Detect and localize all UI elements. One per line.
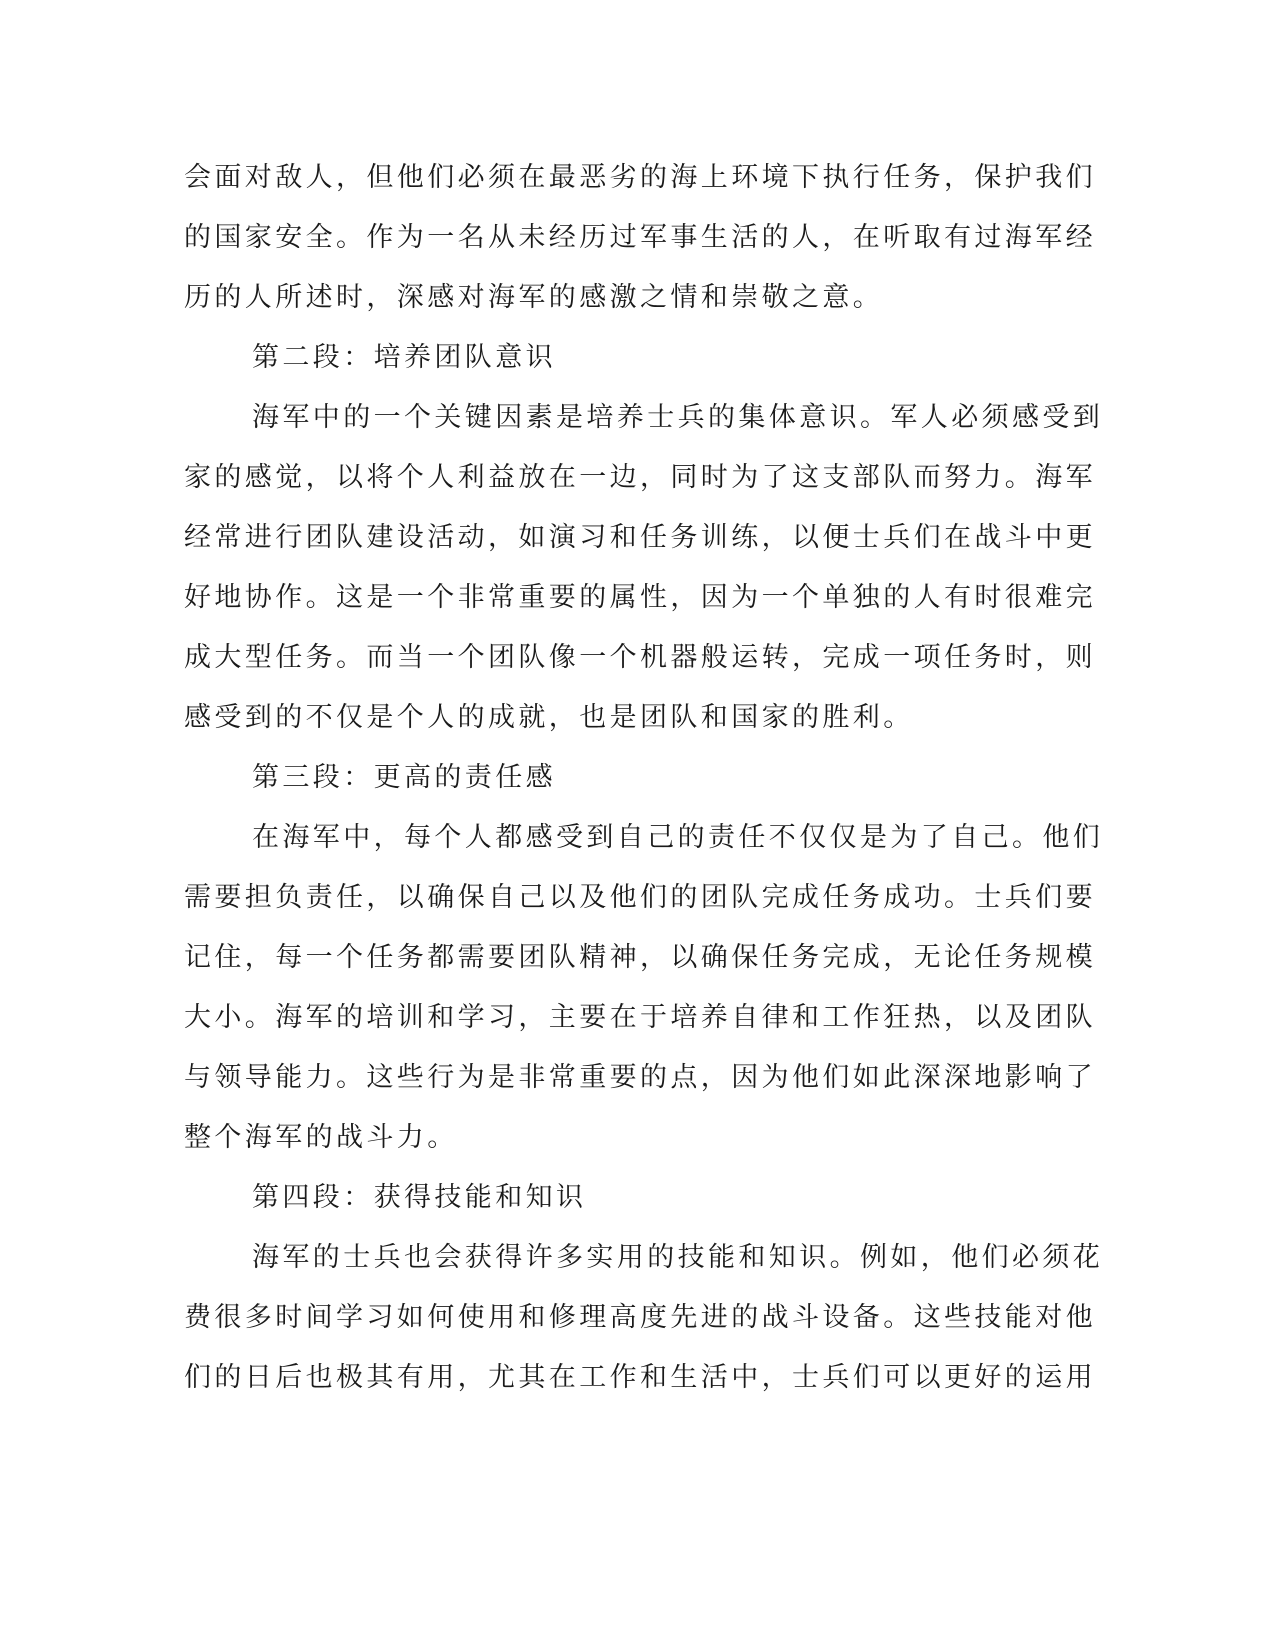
text-line: 感受到的不仅是个人的成就，也是团队和国家的胜利。 <box>184 702 914 733</box>
text-line: 会面对敌人，但他们必须在最恶劣的海上环境下执行任务，保护我们 <box>184 162 1096 193</box>
text-line: 们的日后也极其有用，尤其在工作和生活中，士兵们可以更好的运用 <box>184 1362 1096 1393</box>
section-three <box>184 748 1104 1168</box>
text-line: 家的感觉，以将个人利益放在一边，同时为了这支部队而努力。海军 <box>184 462 1096 493</box>
section-heading: 第三段：更高的责任感 <box>252 762 556 793</box>
text-line: 成大型任务。而当一个团队像一个机器般运转，完成一项任务时，则 <box>184 642 1096 673</box>
section-heading: 第四段：获得技能和知识 <box>252 1182 587 1213</box>
section-two <box>184 328 1104 748</box>
paragraph <box>184 1228 1104 1408</box>
text-line: 历的人所述时，深感对海军的感激之情和崇敬之意。 <box>184 282 884 313</box>
text-line: 整个海军的战斗力。 <box>184 1122 458 1153</box>
text-line: 大小。海军的培训和学习，主要在于培养自律和工作狂热，以及团队 <box>184 1002 1096 1033</box>
text-line: 经常进行团队建设活动，如演习和任务训练，以便士兵们在战斗中更 <box>184 522 1096 553</box>
text-line: 与领导能力。这些行为是非常重要的点，因为他们如此深深地影响了 <box>184 1062 1096 1093</box>
text-line: 记住，每一个任务都需要团队精神，以确保任务完成，无论任务规模 <box>184 942 1096 973</box>
text-line: 在海军中，每个人都感受到自己的责任不仅仅是为了自己。他们 <box>252 822 1104 853</box>
section-four <box>184 1168 1104 1408</box>
text-line: 费很多时间学习如何使用和修理高度先进的战斗设备。这些技能对他 <box>184 1302 1096 1333</box>
text-line: 的国家安全。作为一名从未经历过军事生活的人，在听取有过海军经 <box>184 222 1096 253</box>
opening-paragraph <box>184 148 1096 328</box>
section-heading: 第二段：培养团队意识 <box>252 342 556 373</box>
text-line: 好地协作。这是一个非常重要的属性，因为一个单独的人有时很难完 <box>184 582 1096 613</box>
paragraph <box>184 388 1104 748</box>
text-line: 海军中的一个关键因素是培养士兵的集体意识。军人必须感受到 <box>252 402 1104 433</box>
text-line: 海军的士兵也会获得许多实用的技能和知识。例如，他们必须花 <box>252 1242 1104 1273</box>
document-body <box>184 148 1104 1408</box>
text-line: 需要担负责任，以确保自己以及他们的团队完成任务成功。士兵们要 <box>184 882 1096 913</box>
paragraph <box>184 808 1104 1168</box>
